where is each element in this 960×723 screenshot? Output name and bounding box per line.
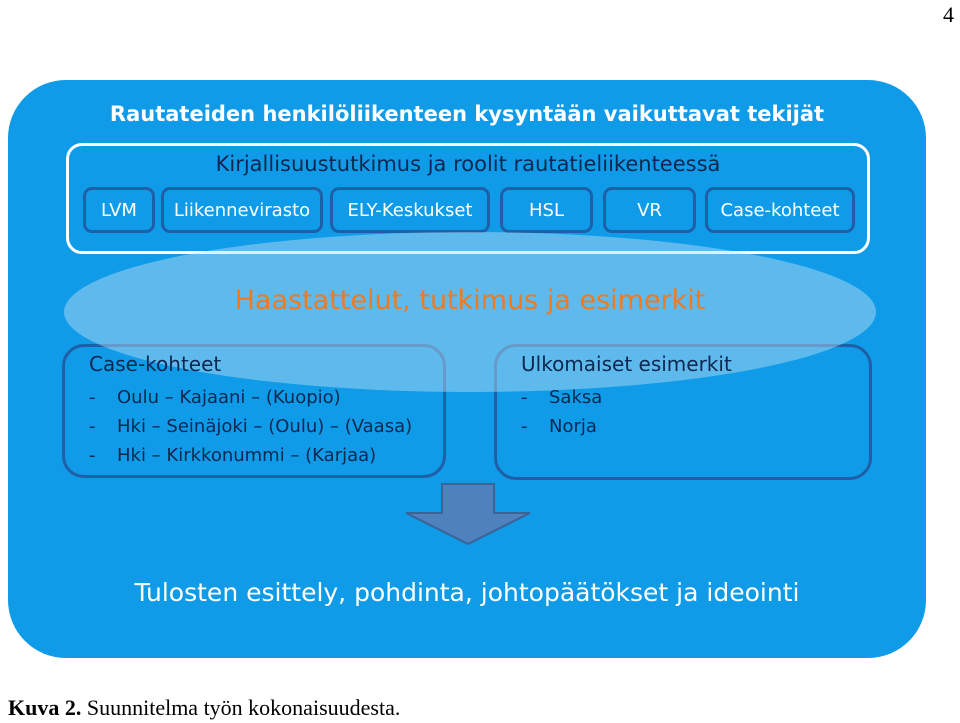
- results-text: Tulosten esittely, pohdinta, johtopäätökset ja ideointi: [134, 578, 800, 607]
- page-number: 4: [943, 2, 954, 27]
- role-box-case-kohteet: [705, 187, 855, 233]
- dash-marker: -: [521, 387, 528, 408]
- foreign-examples-box: [494, 344, 872, 480]
- role-label: HSL: [529, 199, 564, 221]
- role-box-lvm: [83, 187, 155, 233]
- foreign-examples-list: [521, 383, 602, 441]
- list-item-text: Oulu – Kajaani – (Kuopio): [117, 387, 341, 408]
- role-label: ELY-Keskukset: [347, 199, 473, 221]
- diagram-title: Rautateiden henkilöliikenteen kysyntään vaikuttavat tekijät: [109, 102, 825, 126]
- figure-caption: [8, 695, 400, 721]
- list-item-text: Hki – Seinäjoki – (Oulu) – (Vaasa): [117, 416, 413, 437]
- foreign-examples-title: Ulkomaiset esimerkit: [521, 352, 732, 376]
- role-box-hsl: [500, 187, 593, 233]
- role-label: VR: [637, 199, 662, 221]
- dash-marker: -: [89, 387, 96, 408]
- dash-marker: -: [521, 416, 528, 437]
- caption-text: Suunnitelma työn kokonaisuudesta.: [86, 695, 401, 720]
- case-sites-title: Case-kohteet: [89, 352, 222, 376]
- down-arrow-icon: [404, 483, 532, 545]
- literature-title: Kirjallisuustutkimus ja roolit rautatieliikenteessä: [215, 152, 721, 176]
- list-item: [89, 383, 412, 412]
- list-item: [89, 412, 412, 441]
- role-label: LVM: [101, 199, 137, 221]
- role-label: Case-kohteet: [720, 199, 840, 221]
- diagram-container: [8, 80, 926, 658]
- list-item-text: Norja: [549, 416, 597, 437]
- dash-marker: -: [89, 416, 96, 437]
- caption-label: Kuva 2.: [8, 695, 82, 720]
- dash-marker: -: [89, 445, 96, 466]
- list-item: [521, 412, 602, 441]
- role-label: Liikennevirasto: [173, 199, 311, 221]
- list-item: [89, 441, 412, 470]
- role-box-ely-keskukset: [330, 187, 490, 233]
- interviews-label: Haastattelut, tutkimus ja esimerkit: [234, 285, 706, 316]
- list-item-text: Hki – Kirkkonummi – (Karjaa): [117, 445, 377, 466]
- role-box-liikennevirasto: [161, 187, 323, 233]
- case-sites-list: [89, 383, 412, 470]
- role-box-vr: [603, 187, 696, 233]
- list-item: [521, 383, 602, 412]
- list-item-text: Saksa: [549, 387, 603, 408]
